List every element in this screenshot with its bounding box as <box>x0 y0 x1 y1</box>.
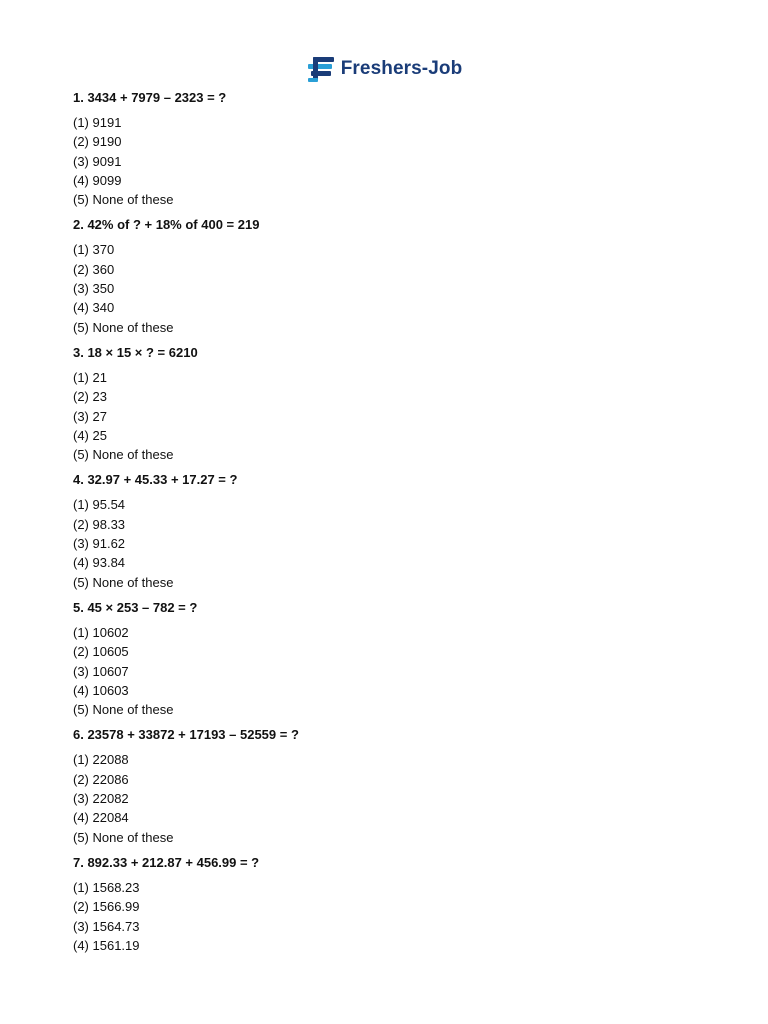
question-text: 6. 23578 + 33872 + 17193 – 52559 = ? <box>73 727 299 743</box>
question-text: 7. 892.33 + 212.87 + 456.99 = ? <box>73 854 260 870</box>
option-list <box>73 368 713 464</box>
answer-option: (2) 360 <box>73 261 115 277</box>
answer-option: (1) 21 <box>73 369 107 385</box>
answer-option: (2) 9190 <box>73 134 122 150</box>
question-text: 3. 18 × 15 × ? = 6210 <box>73 344 198 360</box>
answer-option: (2) 98.33 <box>73 516 126 532</box>
answer-option: (2) 10605 <box>73 644 129 660</box>
question-block <box>73 725 713 846</box>
freshers-job-logo-icon <box>306 54 336 84</box>
freshers-job-logo <box>306 54 463 84</box>
option-list <box>73 240 713 336</box>
page-header <box>0 54 768 84</box>
question-text: 4. 32.97 + 45.33 + 17.27 = ? <box>73 472 238 488</box>
answer-option: (2) 1566.99 <box>73 899 140 915</box>
answer-option: (1) 370 <box>73 242 115 258</box>
option-list <box>73 113 713 209</box>
option-list <box>73 750 713 846</box>
question-block <box>73 598 713 719</box>
question-block <box>73 88 713 209</box>
brand-name: Freshers-Job <box>340 58 463 79</box>
answer-option: (1) 1568.23 <box>73 879 140 895</box>
option-list <box>73 495 713 591</box>
answer-option: (5) None of these <box>73 829 174 845</box>
answer-option: (4) 93.84 <box>73 555 126 571</box>
question-block <box>73 853 713 955</box>
question-list <box>73 88 713 961</box>
question-text: 2. 42% of ? + 18% of 400 = 219 <box>73 217 260 233</box>
answer-option: (3) 27 <box>73 408 107 424</box>
answer-option: (5) None of these <box>73 574 174 590</box>
question-block <box>73 343 713 464</box>
answer-option: (3) 91.62 <box>73 536 126 552</box>
answer-option: (4) 9099 <box>73 172 122 188</box>
question-block <box>73 215 713 336</box>
answer-option: (4) 10603 <box>73 682 129 698</box>
answer-option: (1) 22088 <box>73 752 129 768</box>
answer-option: (1) 95.54 <box>73 497 126 513</box>
answer-option: (4) 22084 <box>73 810 129 826</box>
answer-option: (5) None of these <box>73 319 174 335</box>
answer-option: (3) 350 <box>73 281 115 297</box>
answer-option: (3) 1564.73 <box>73 918 140 934</box>
answer-option: (3) 22082 <box>73 791 129 807</box>
answer-option: (4) 340 <box>73 300 115 316</box>
answer-option: (5) None of these <box>73 192 174 208</box>
question-block <box>73 470 713 591</box>
question-text: 1. 3434 + 7979 – 2323 = ? <box>73 90 227 105</box>
answer-option: (1) 10602 <box>73 624 129 640</box>
answer-option: (5) None of these <box>73 447 174 463</box>
answer-option: (1) 9191 <box>73 115 122 130</box>
question-text: 5. 45 × 253 – 782 = ? <box>73 599 198 615</box>
answer-option: (3) 10607 <box>73 663 129 679</box>
answer-option: (5) None of these <box>73 702 174 718</box>
answer-option: (4) 25 <box>73 427 107 443</box>
option-list <box>73 878 713 955</box>
option-list <box>73 623 713 719</box>
answer-option: (2) 22086 <box>73 771 129 787</box>
answer-option: (2) 23 <box>73 389 107 405</box>
answer-option: (3) 9091 <box>73 153 122 169</box>
answer-option: (4) 1561.19 <box>73 937 140 953</box>
